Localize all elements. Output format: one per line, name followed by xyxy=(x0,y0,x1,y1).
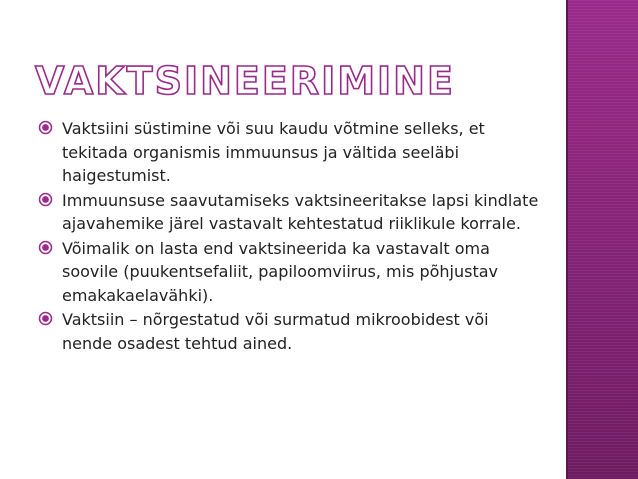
bullet-item xyxy=(38,237,543,308)
bullet-list xyxy=(38,117,543,356)
radio-bullet-icon xyxy=(38,120,53,135)
radio-bullet-icon xyxy=(38,240,53,255)
bullet-text: Immuunsuse saavutamiseks vaktsineeritakse lapsi kindlate ajavahemike järel vastavalt kehtestatud riiklikule korrale. xyxy=(62,190,539,233)
bullet-item xyxy=(38,117,543,188)
decorative-side-bar xyxy=(568,0,638,479)
bullet-item xyxy=(38,308,543,355)
bullet-text: Vaktsiini süstimine või suu kaudu võtmine selleks, et tekitada organismis immuunsus ja vältida seeläbi haigestumist. xyxy=(62,119,485,185)
bullet-text: Võimalik on lasta end vaktsineerida ka vastavalt oma soovile (puukentsefaliit, papiloomviirus, mis põhjustav emakakaelavähki). xyxy=(62,238,498,305)
bullet-item xyxy=(38,189,543,236)
radio-bullet-icon xyxy=(38,192,53,207)
bullet-text: Vaktsiin – nõrgestatud või surmatud mikroobidest või nende osadest tehtud ained. xyxy=(62,310,489,353)
slide-title: VAKTSINEERIMINE xyxy=(35,59,455,103)
radio-bullet-icon xyxy=(38,311,53,326)
